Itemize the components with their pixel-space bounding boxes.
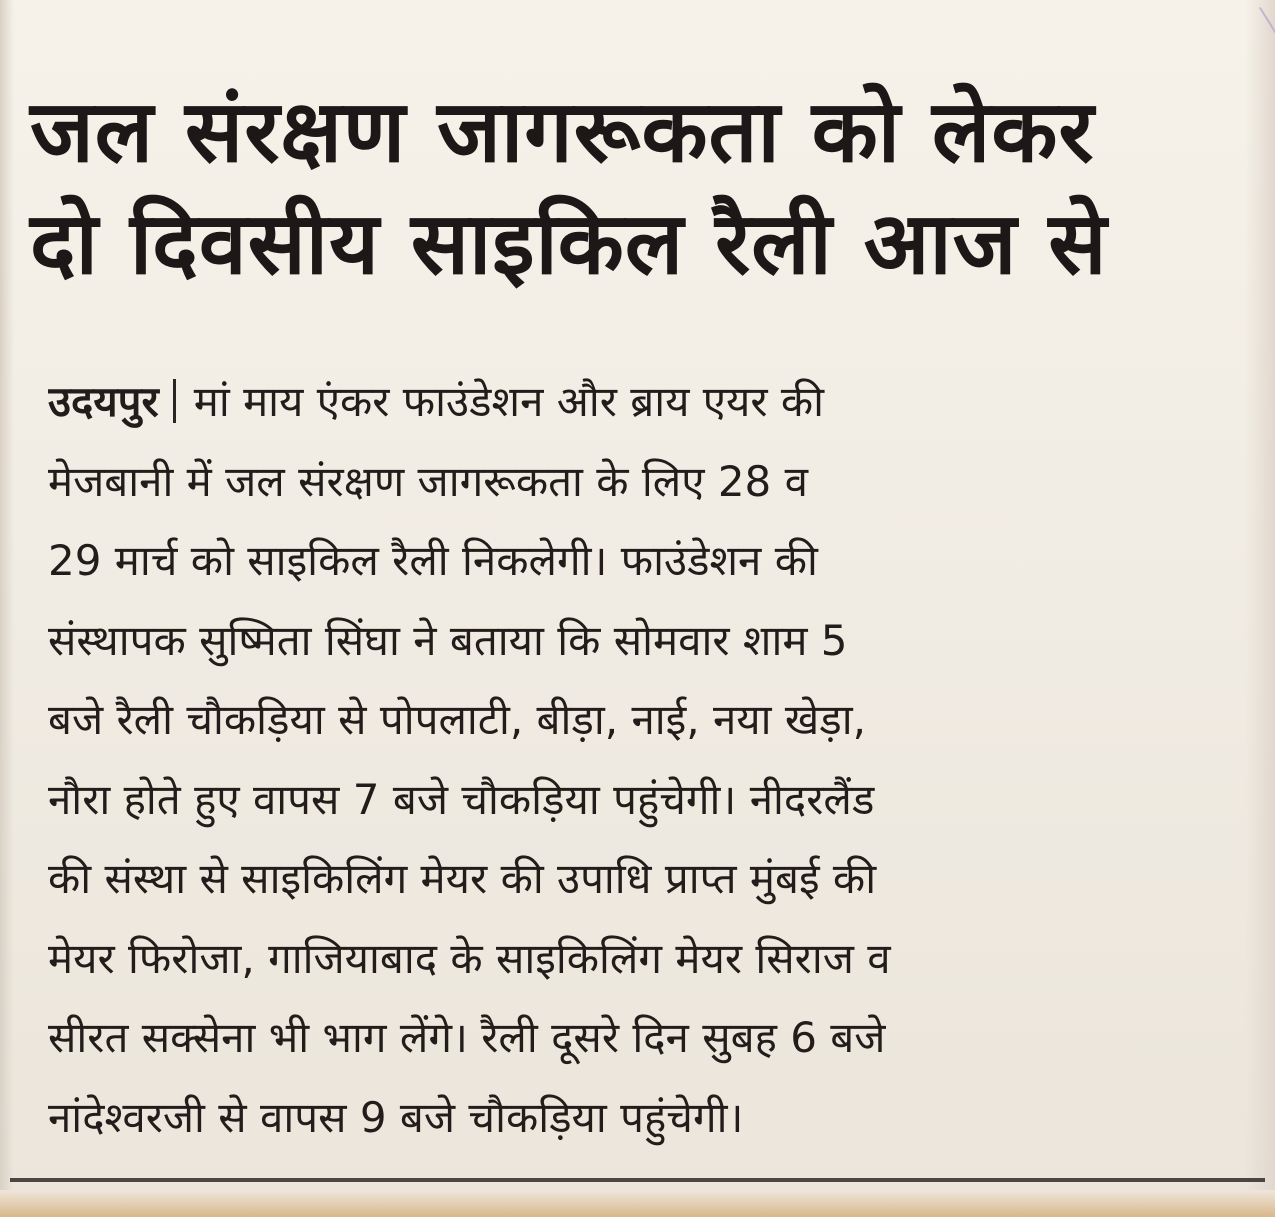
body-line-7: की संस्था से साइकिलिंग मेयर की उपाधि प्राप्त मुंबई की — [48, 854, 877, 903]
paper-shadow — [0, 1190, 1275, 1217]
paper-edge-left — [0, 0, 14, 1217]
body-line-5: बजे रैली चौकड़िया से पोपलाटी, बीड़ा, नाई, नया खेड़ा, — [48, 695, 866, 744]
body-line-1-text: मां माय एंकर फाउंडेशन और ब्राय एयर की — [193, 377, 825, 426]
dateline-separator — [173, 379, 176, 423]
body-line-4: संस्थापक सुष्मिता सिंघा ने बताया कि सोमवार शाम 5 — [48, 615, 848, 665]
body-line-3: 29 मार्च को साइकिल रैली निकलेगी। फाउंडेशन की — [48, 536, 818, 585]
body-line-2: मेजबानी में जल संरक्षण जागरूकता के लिए 28 व — [48, 456, 808, 506]
headline-line-1: जल संरक्षण जागरूकता को लेकर — [30, 82, 1095, 182]
body-line-6: नौरा होते हुए वापस 7 बजे चौकड़िया पहुंचेगी। नीदरलैंड — [48, 774, 875, 824]
headline-line-2: दो दिवसीय साइकिल रैली आज से — [30, 194, 1108, 294]
body-line-8: मेयर फिरोजा, गाजियाबाद के साइकिलिंग मेयर सिराज व — [48, 933, 891, 983]
paper-edge-right — [1245, 0, 1275, 1217]
body-line-9: सीरत सक्सेना भी भाग लेंगे। रैली दूसरे दिन सुबह 6 बजे — [48, 1013, 886, 1062]
article-body — [48, 362, 1243, 1157]
body-line-10: नांदेश्वरजी से वापस 9 बजे चौकड़िया पहुंचेगी। — [48, 1092, 744, 1142]
dateline: उदयपुर — [48, 377, 159, 426]
body-line-1 — [48, 362, 1243, 442]
article-headline — [30, 76, 1235, 300]
bottom-rule — [10, 1178, 1265, 1182]
